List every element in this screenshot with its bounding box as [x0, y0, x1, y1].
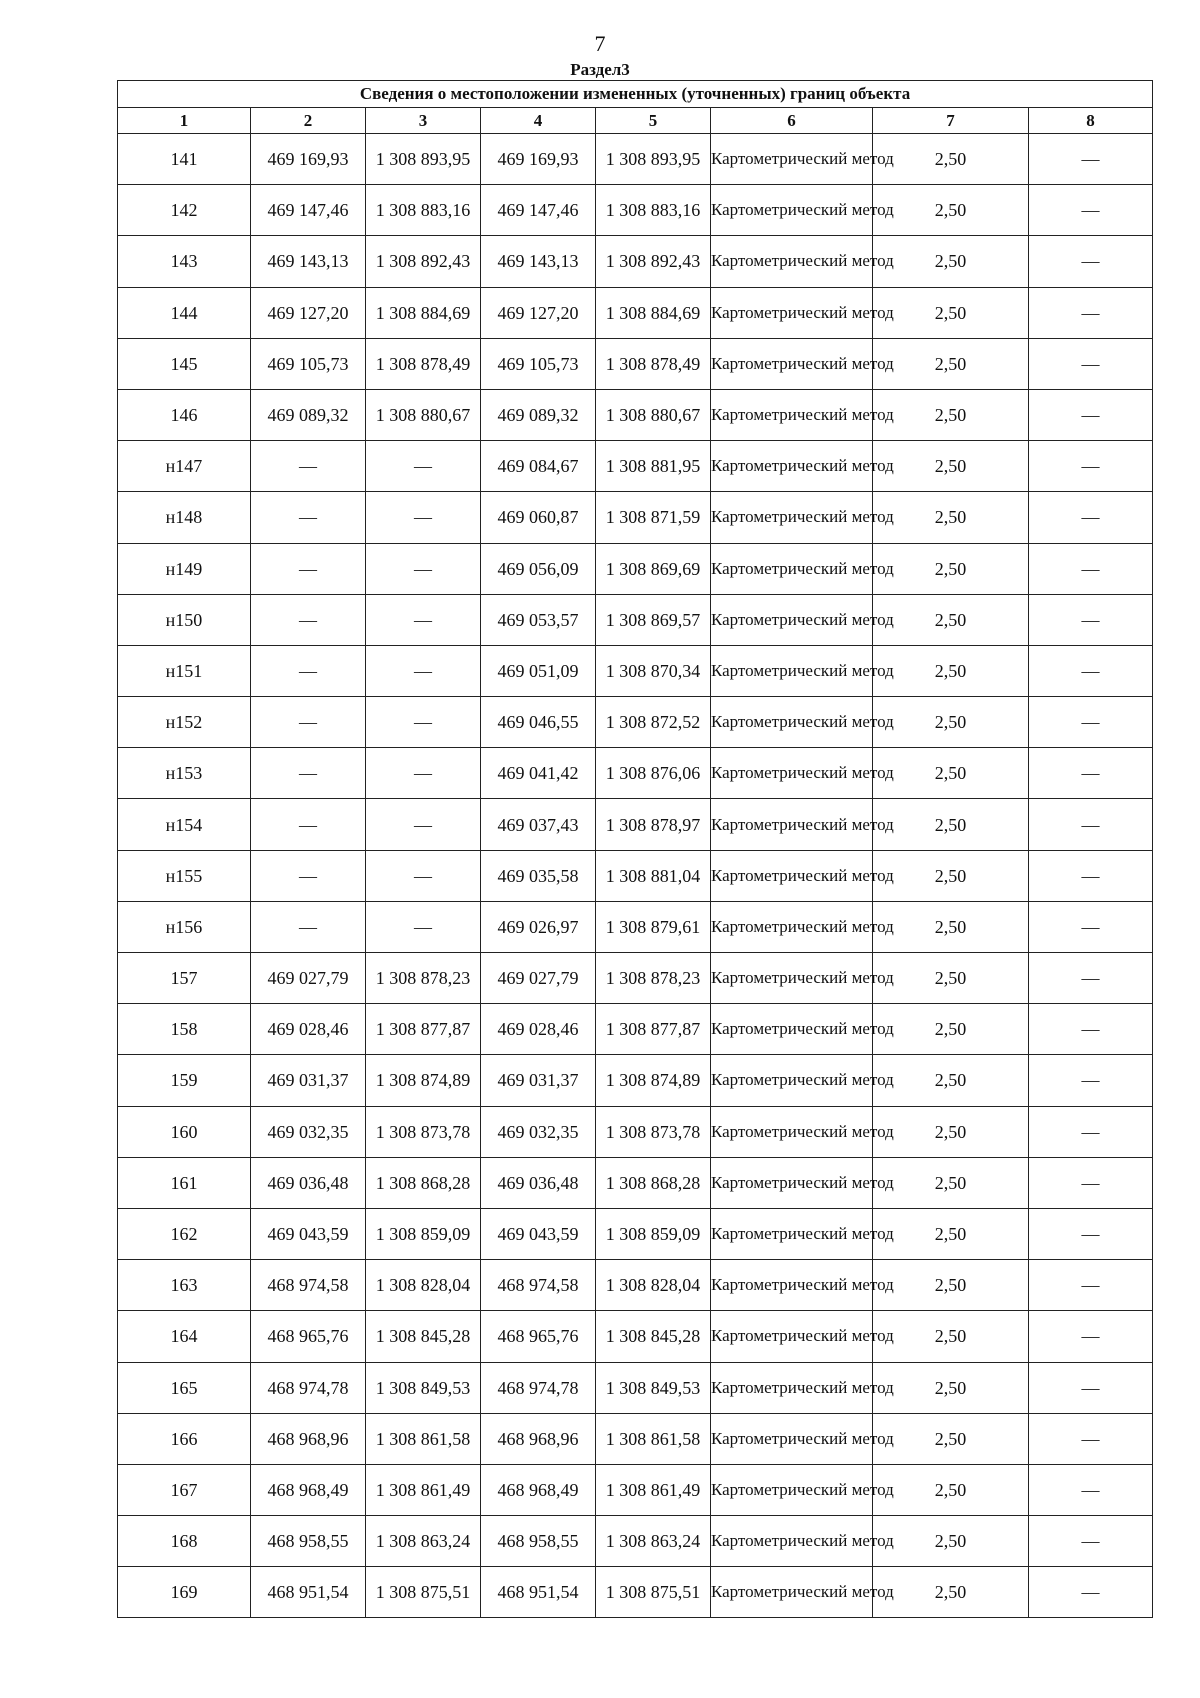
note-cell: —: [1029, 441, 1153, 492]
x-refined-cell: 469 026,97: [481, 901, 596, 952]
note-cell: —: [1029, 1362, 1153, 1413]
y-refined-cell: 1 308 872,52: [596, 697, 711, 748]
y-existing-cell: 1 308 849,53: [366, 1362, 481, 1413]
section-label: Раздел3: [570, 60, 630, 79]
y-existing-cell: —: [366, 441, 481, 492]
x-existing-cell: 469 143,13: [251, 236, 366, 287]
method-cell: Картометрический метод: [711, 1106, 873, 1157]
accuracy-cell: 2,50: [873, 1567, 1029, 1618]
method-cell: Картометрический метод: [711, 441, 873, 492]
note-cell: —: [1029, 1567, 1153, 1618]
y-existing-cell: 1 308 861,58: [366, 1413, 481, 1464]
method-cell: Картометрический метод: [711, 236, 873, 287]
point-number-cell: 146: [118, 389, 251, 440]
x-refined-cell: 469 035,58: [481, 850, 596, 901]
method-cell: Картометрический метод: [711, 492, 873, 543]
y-existing-cell: 1 308 859,09: [366, 1208, 481, 1259]
y-refined-cell: 1 308 893,95: [596, 134, 711, 185]
table-row: [118, 645, 1153, 696]
y-existing-cell: —: [366, 799, 481, 850]
y-refined-cell: 1 308 861,49: [596, 1464, 711, 1515]
y-existing-cell: 1 308 875,51: [366, 1567, 481, 1618]
point-number-cell: 164: [118, 1311, 251, 1362]
x-refined-cell: 468 965,76: [481, 1311, 596, 1362]
point-number-cell: 159: [118, 1055, 251, 1106]
method-cell: Картометрический метод: [711, 901, 873, 952]
table-row: [118, 287, 1153, 338]
accuracy-cell: 2,50: [873, 1362, 1029, 1413]
accuracy-cell: 2,50: [873, 594, 1029, 645]
method-cell: Картометрический метод: [711, 953, 873, 1004]
point-number-cell: 162: [118, 1208, 251, 1259]
point-number-cell: 166: [118, 1413, 251, 1464]
column-number: 7: [873, 108, 1029, 134]
note-cell: —: [1029, 1004, 1153, 1055]
accuracy-cell: 2,50: [873, 1157, 1029, 1208]
y-refined-cell: 1 308 874,89: [596, 1055, 711, 1106]
x-refined-cell: 469 060,87: [481, 492, 596, 543]
y-refined-cell: 1 308 859,09: [596, 1208, 711, 1259]
y-refined-cell: 1 308 878,23: [596, 953, 711, 1004]
y-refined-cell: 1 308 871,59: [596, 492, 711, 543]
column-number: 1: [118, 108, 251, 134]
accuracy-cell: 2,50: [873, 1516, 1029, 1567]
y-existing-cell: —: [366, 748, 481, 799]
x-refined-cell: 468 974,58: [481, 1260, 596, 1311]
table-row: [118, 1004, 1153, 1055]
accuracy-cell: 2,50: [873, 389, 1029, 440]
y-existing-cell: 1 308 863,24: [366, 1516, 481, 1567]
accuracy-cell: 2,50: [873, 1464, 1029, 1515]
note-cell: —: [1029, 389, 1153, 440]
table-row: [118, 441, 1153, 492]
table-row: [118, 1567, 1153, 1618]
x-refined-cell: 469 051,09: [481, 645, 596, 696]
x-existing-cell: 468 951,54: [251, 1567, 366, 1618]
x-refined-cell: 469 084,67: [481, 441, 596, 492]
method-cell: Картометрический метод: [711, 850, 873, 901]
accuracy-cell: 2,50: [873, 748, 1029, 799]
accuracy-cell: 2,50: [873, 1413, 1029, 1464]
point-number-cell: 142: [118, 185, 251, 236]
accuracy-cell: 2,50: [873, 1106, 1029, 1157]
point-number-cell: 141: [118, 134, 251, 185]
point-number-cell: н148: [118, 492, 251, 543]
point-number-cell: 160: [118, 1106, 251, 1157]
accuracy-cell: 2,50: [873, 287, 1029, 338]
y-refined-cell: 1 308 869,57: [596, 594, 711, 645]
x-existing-cell: —: [251, 594, 366, 645]
y-existing-cell: 1 308 828,04: [366, 1260, 481, 1311]
point-number-cell: н155: [118, 850, 251, 901]
accuracy-cell: 2,50: [873, 645, 1029, 696]
y-existing-cell: —: [366, 901, 481, 952]
point-number-cell: н147: [118, 441, 251, 492]
accuracy-cell: 2,50: [873, 901, 1029, 952]
method-cell: Картометрический метод: [711, 1362, 873, 1413]
note-cell: —: [1029, 1464, 1153, 1515]
y-refined-cell: 1 308 861,58: [596, 1413, 711, 1464]
point-number-cell: 163: [118, 1260, 251, 1311]
point-number-cell: н156: [118, 901, 251, 952]
table-row: [118, 697, 1153, 748]
method-cell: Картометрический метод: [711, 1208, 873, 1259]
y-existing-cell: 1 308 880,67: [366, 389, 481, 440]
x-refined-cell: 469 027,79: [481, 953, 596, 1004]
table-row: [118, 134, 1153, 185]
accuracy-cell: 2,50: [873, 543, 1029, 594]
accuracy-cell: 2,50: [873, 850, 1029, 901]
x-refined-cell: 468 968,49: [481, 1464, 596, 1515]
method-cell: Картометрический метод: [711, 1157, 873, 1208]
table-row: [118, 953, 1153, 1004]
table-row: [118, 1413, 1153, 1464]
accuracy-cell: 2,50: [873, 1055, 1029, 1106]
point-number-cell: 158: [118, 1004, 251, 1055]
y-existing-cell: —: [366, 594, 481, 645]
note-cell: —: [1029, 645, 1153, 696]
table-row: [118, 1464, 1153, 1515]
x-refined-cell: 469 043,59: [481, 1208, 596, 1259]
x-existing-cell: 468 974,78: [251, 1362, 366, 1413]
table-row: [118, 1516, 1153, 1567]
point-number-cell: н153: [118, 748, 251, 799]
y-refined-cell: 1 308 877,87: [596, 1004, 711, 1055]
point-number-cell: н150: [118, 594, 251, 645]
x-refined-cell: 469 105,73: [481, 338, 596, 389]
x-refined-cell: 468 951,54: [481, 1567, 596, 1618]
y-refined-cell: 1 308 881,04: [596, 850, 711, 901]
accuracy-cell: 2,50: [873, 1004, 1029, 1055]
accuracy-cell: 2,50: [873, 1208, 1029, 1259]
table-row: [118, 236, 1153, 287]
x-existing-cell: 469 169,93: [251, 134, 366, 185]
x-existing-cell: 468 974,58: [251, 1260, 366, 1311]
method-cell: Картометрический метод: [711, 134, 873, 185]
note-cell: —: [1029, 1157, 1153, 1208]
method-cell: Картометрический метод: [711, 1464, 873, 1515]
point-number-cell: 165: [118, 1362, 251, 1413]
method-cell: Картометрический метод: [711, 1311, 873, 1362]
accuracy-cell: 2,50: [873, 236, 1029, 287]
accuracy-cell: 2,50: [873, 953, 1029, 1004]
x-refined-cell: 469 046,55: [481, 697, 596, 748]
column-number: 3: [366, 108, 481, 134]
x-existing-cell: —: [251, 901, 366, 952]
note-cell: —: [1029, 1516, 1153, 1567]
note-cell: —: [1029, 185, 1153, 236]
y-existing-cell: 1 308 877,87: [366, 1004, 481, 1055]
x-existing-cell: —: [251, 799, 366, 850]
point-number-cell: 168: [118, 1516, 251, 1567]
method-cell: Картометрический метод: [711, 1413, 873, 1464]
y-existing-cell: —: [366, 543, 481, 594]
column-number: 5: [596, 108, 711, 134]
y-refined-cell: 1 308 868,28: [596, 1157, 711, 1208]
column-number: 4: [481, 108, 596, 134]
table-title: Сведения о местоположении измененных (уточненных) границ объекта: [118, 81, 1153, 108]
x-existing-cell: —: [251, 492, 366, 543]
note-cell: —: [1029, 134, 1153, 185]
y-refined-cell: 1 308 878,97: [596, 799, 711, 850]
note-cell: —: [1029, 748, 1153, 799]
note-cell: —: [1029, 1311, 1153, 1362]
y-refined-cell: 1 308 873,78: [596, 1106, 711, 1157]
x-refined-cell: 469 089,32: [481, 389, 596, 440]
accuracy-cell: 2,50: [873, 441, 1029, 492]
accuracy-cell: 2,50: [873, 799, 1029, 850]
note-cell: —: [1029, 492, 1153, 543]
column-number-row: [118, 108, 1153, 134]
table-row: [118, 799, 1153, 850]
table-body: [118, 134, 1153, 1618]
table-row: [118, 1208, 1153, 1259]
note-cell: —: [1029, 236, 1153, 287]
table-row: [118, 492, 1153, 543]
accuracy-cell: 2,50: [873, 134, 1029, 185]
x-existing-cell: 468 968,49: [251, 1464, 366, 1515]
point-number-cell: 143: [118, 236, 251, 287]
method-cell: Картометрический метод: [711, 389, 873, 440]
note-cell: —: [1029, 594, 1153, 645]
y-existing-cell: —: [366, 850, 481, 901]
accuracy-cell: 2,50: [873, 185, 1029, 236]
accuracy-cell: 2,50: [873, 338, 1029, 389]
method-cell: Картометрический метод: [711, 543, 873, 594]
x-refined-cell: 469 147,46: [481, 185, 596, 236]
table-row: [118, 850, 1153, 901]
point-number-cell: н152: [118, 697, 251, 748]
method-cell: Картометрический метод: [711, 748, 873, 799]
x-existing-cell: 469 127,20: [251, 287, 366, 338]
note-cell: —: [1029, 1055, 1153, 1106]
x-existing-cell: 469 089,32: [251, 389, 366, 440]
x-existing-cell: 469 032,35: [251, 1106, 366, 1157]
method-cell: Картометрический метод: [711, 338, 873, 389]
x-refined-cell: 469 056,09: [481, 543, 596, 594]
column-number: 8: [1029, 108, 1153, 134]
x-existing-cell: 468 965,76: [251, 1311, 366, 1362]
x-refined-cell: 469 036,48: [481, 1157, 596, 1208]
method-cell: Картометрический метод: [711, 185, 873, 236]
y-existing-cell: 1 308 892,43: [366, 236, 481, 287]
y-refined-cell: 1 308 884,69: [596, 287, 711, 338]
y-refined-cell: 1 308 845,28: [596, 1311, 711, 1362]
x-refined-cell: 469 032,35: [481, 1106, 596, 1157]
table-row: [118, 1311, 1153, 1362]
x-existing-cell: —: [251, 645, 366, 696]
y-refined-cell: 1 308 876,06: [596, 748, 711, 799]
y-existing-cell: 1 308 883,16: [366, 185, 481, 236]
y-existing-cell: 1 308 884,69: [366, 287, 481, 338]
x-existing-cell: 469 036,48: [251, 1157, 366, 1208]
y-refined-cell: 1 308 869,69: [596, 543, 711, 594]
note-cell: —: [1029, 901, 1153, 952]
note-cell: —: [1029, 287, 1153, 338]
y-refined-cell: 1 308 883,16: [596, 185, 711, 236]
method-cell: Картометрический метод: [711, 1567, 873, 1618]
note-cell: —: [1029, 1413, 1153, 1464]
column-number: 6: [711, 108, 873, 134]
y-existing-cell: 1 308 868,28: [366, 1157, 481, 1208]
y-existing-cell: 1 308 861,49: [366, 1464, 481, 1515]
x-refined-cell: 469 031,37: [481, 1055, 596, 1106]
table-row: [118, 1157, 1153, 1208]
note-cell: —: [1029, 338, 1153, 389]
y-refined-cell: 1 308 870,34: [596, 645, 711, 696]
x-existing-cell: —: [251, 850, 366, 901]
y-refined-cell: 1 308 878,49: [596, 338, 711, 389]
y-refined-cell: 1 308 828,04: [596, 1260, 711, 1311]
y-existing-cell: 1 308 845,28: [366, 1311, 481, 1362]
note-cell: —: [1029, 1106, 1153, 1157]
point-number-cell: 157: [118, 953, 251, 1004]
column-number: 2: [251, 108, 366, 134]
table-row: [118, 1362, 1153, 1413]
y-refined-cell: 1 308 880,67: [596, 389, 711, 440]
x-refined-cell: 469 053,57: [481, 594, 596, 645]
x-existing-cell: 469 028,46: [251, 1004, 366, 1055]
x-refined-cell: 468 968,96: [481, 1413, 596, 1464]
point-number-cell: 161: [118, 1157, 251, 1208]
x-existing-cell: —: [251, 543, 366, 594]
y-refined-cell: 1 308 881,95: [596, 441, 711, 492]
y-existing-cell: 1 308 878,49: [366, 338, 481, 389]
x-existing-cell: —: [251, 441, 366, 492]
table-header: [118, 81, 1153, 134]
y-existing-cell: —: [366, 697, 481, 748]
method-cell: Картометрический метод: [711, 1516, 873, 1567]
method-cell: Картометрический метод: [711, 1055, 873, 1106]
y-existing-cell: 1 308 878,23: [366, 953, 481, 1004]
point-number-cell: 167: [118, 1464, 251, 1515]
y-refined-cell: 1 308 892,43: [596, 236, 711, 287]
note-cell: —: [1029, 1260, 1153, 1311]
x-refined-cell: 469 041,42: [481, 748, 596, 799]
coordinates-table: [117, 80, 1153, 1618]
y-existing-cell: 1 308 873,78: [366, 1106, 481, 1157]
table-row: [118, 1106, 1153, 1157]
note-cell: —: [1029, 697, 1153, 748]
x-existing-cell: 469 147,46: [251, 185, 366, 236]
accuracy-cell: 2,50: [873, 1260, 1029, 1311]
x-refined-cell: 469 169,93: [481, 134, 596, 185]
method-cell: Картометрический метод: [711, 697, 873, 748]
method-cell: Картометрический метод: [711, 799, 873, 850]
table-row: [118, 594, 1153, 645]
x-existing-cell: 469 031,37: [251, 1055, 366, 1106]
method-cell: Картометрический метод: [711, 1004, 873, 1055]
y-existing-cell: —: [366, 492, 481, 543]
method-cell: Картометрический метод: [711, 645, 873, 696]
point-number-cell: 144: [118, 287, 251, 338]
accuracy-cell: 2,50: [873, 492, 1029, 543]
y-refined-cell: 1 308 879,61: [596, 901, 711, 952]
y-existing-cell: 1 308 893,95: [366, 134, 481, 185]
x-refined-cell: 469 127,20: [481, 287, 596, 338]
x-refined-cell: 469 143,13: [481, 236, 596, 287]
x-refined-cell: 469 028,46: [481, 1004, 596, 1055]
point-number-cell: 145: [118, 338, 251, 389]
point-number-cell: н154: [118, 799, 251, 850]
x-existing-cell: 469 105,73: [251, 338, 366, 389]
y-refined-cell: 1 308 863,24: [596, 1516, 711, 1567]
x-existing-cell: —: [251, 748, 366, 799]
point-number-cell: 169: [118, 1567, 251, 1618]
point-number-cell: н151: [118, 645, 251, 696]
method-cell: Картометрический метод: [711, 1260, 873, 1311]
note-cell: —: [1029, 1208, 1153, 1259]
method-cell: Картометрический метод: [711, 287, 873, 338]
x-refined-cell: 468 974,78: [481, 1362, 596, 1413]
accuracy-cell: 2,50: [873, 1311, 1029, 1362]
table-row: [118, 185, 1153, 236]
note-cell: —: [1029, 953, 1153, 1004]
table-row: [118, 1260, 1153, 1311]
x-existing-cell: 469 043,59: [251, 1208, 366, 1259]
x-existing-cell: 469 027,79: [251, 953, 366, 1004]
x-refined-cell: 468 958,55: [481, 1516, 596, 1567]
x-existing-cell: 468 968,96: [251, 1413, 366, 1464]
x-refined-cell: 469 037,43: [481, 799, 596, 850]
table-row: [118, 1055, 1153, 1106]
accuracy-cell: 2,50: [873, 697, 1029, 748]
x-existing-cell: —: [251, 697, 366, 748]
y-refined-cell: 1 308 875,51: [596, 1567, 711, 1618]
y-refined-cell: 1 308 849,53: [596, 1362, 711, 1413]
y-existing-cell: 1 308 874,89: [366, 1055, 481, 1106]
table-row: [118, 389, 1153, 440]
point-number-cell: н149: [118, 543, 251, 594]
table-row: [118, 901, 1153, 952]
page-number: 7: [594, 31, 606, 56]
table-row: [118, 338, 1153, 389]
note-cell: —: [1029, 799, 1153, 850]
y-existing-cell: —: [366, 645, 481, 696]
note-cell: —: [1029, 850, 1153, 901]
x-existing-cell: 468 958,55: [251, 1516, 366, 1567]
note-cell: —: [1029, 543, 1153, 594]
method-cell: Картометрический метод: [711, 594, 873, 645]
table-row: [118, 748, 1153, 799]
table-row: [118, 543, 1153, 594]
